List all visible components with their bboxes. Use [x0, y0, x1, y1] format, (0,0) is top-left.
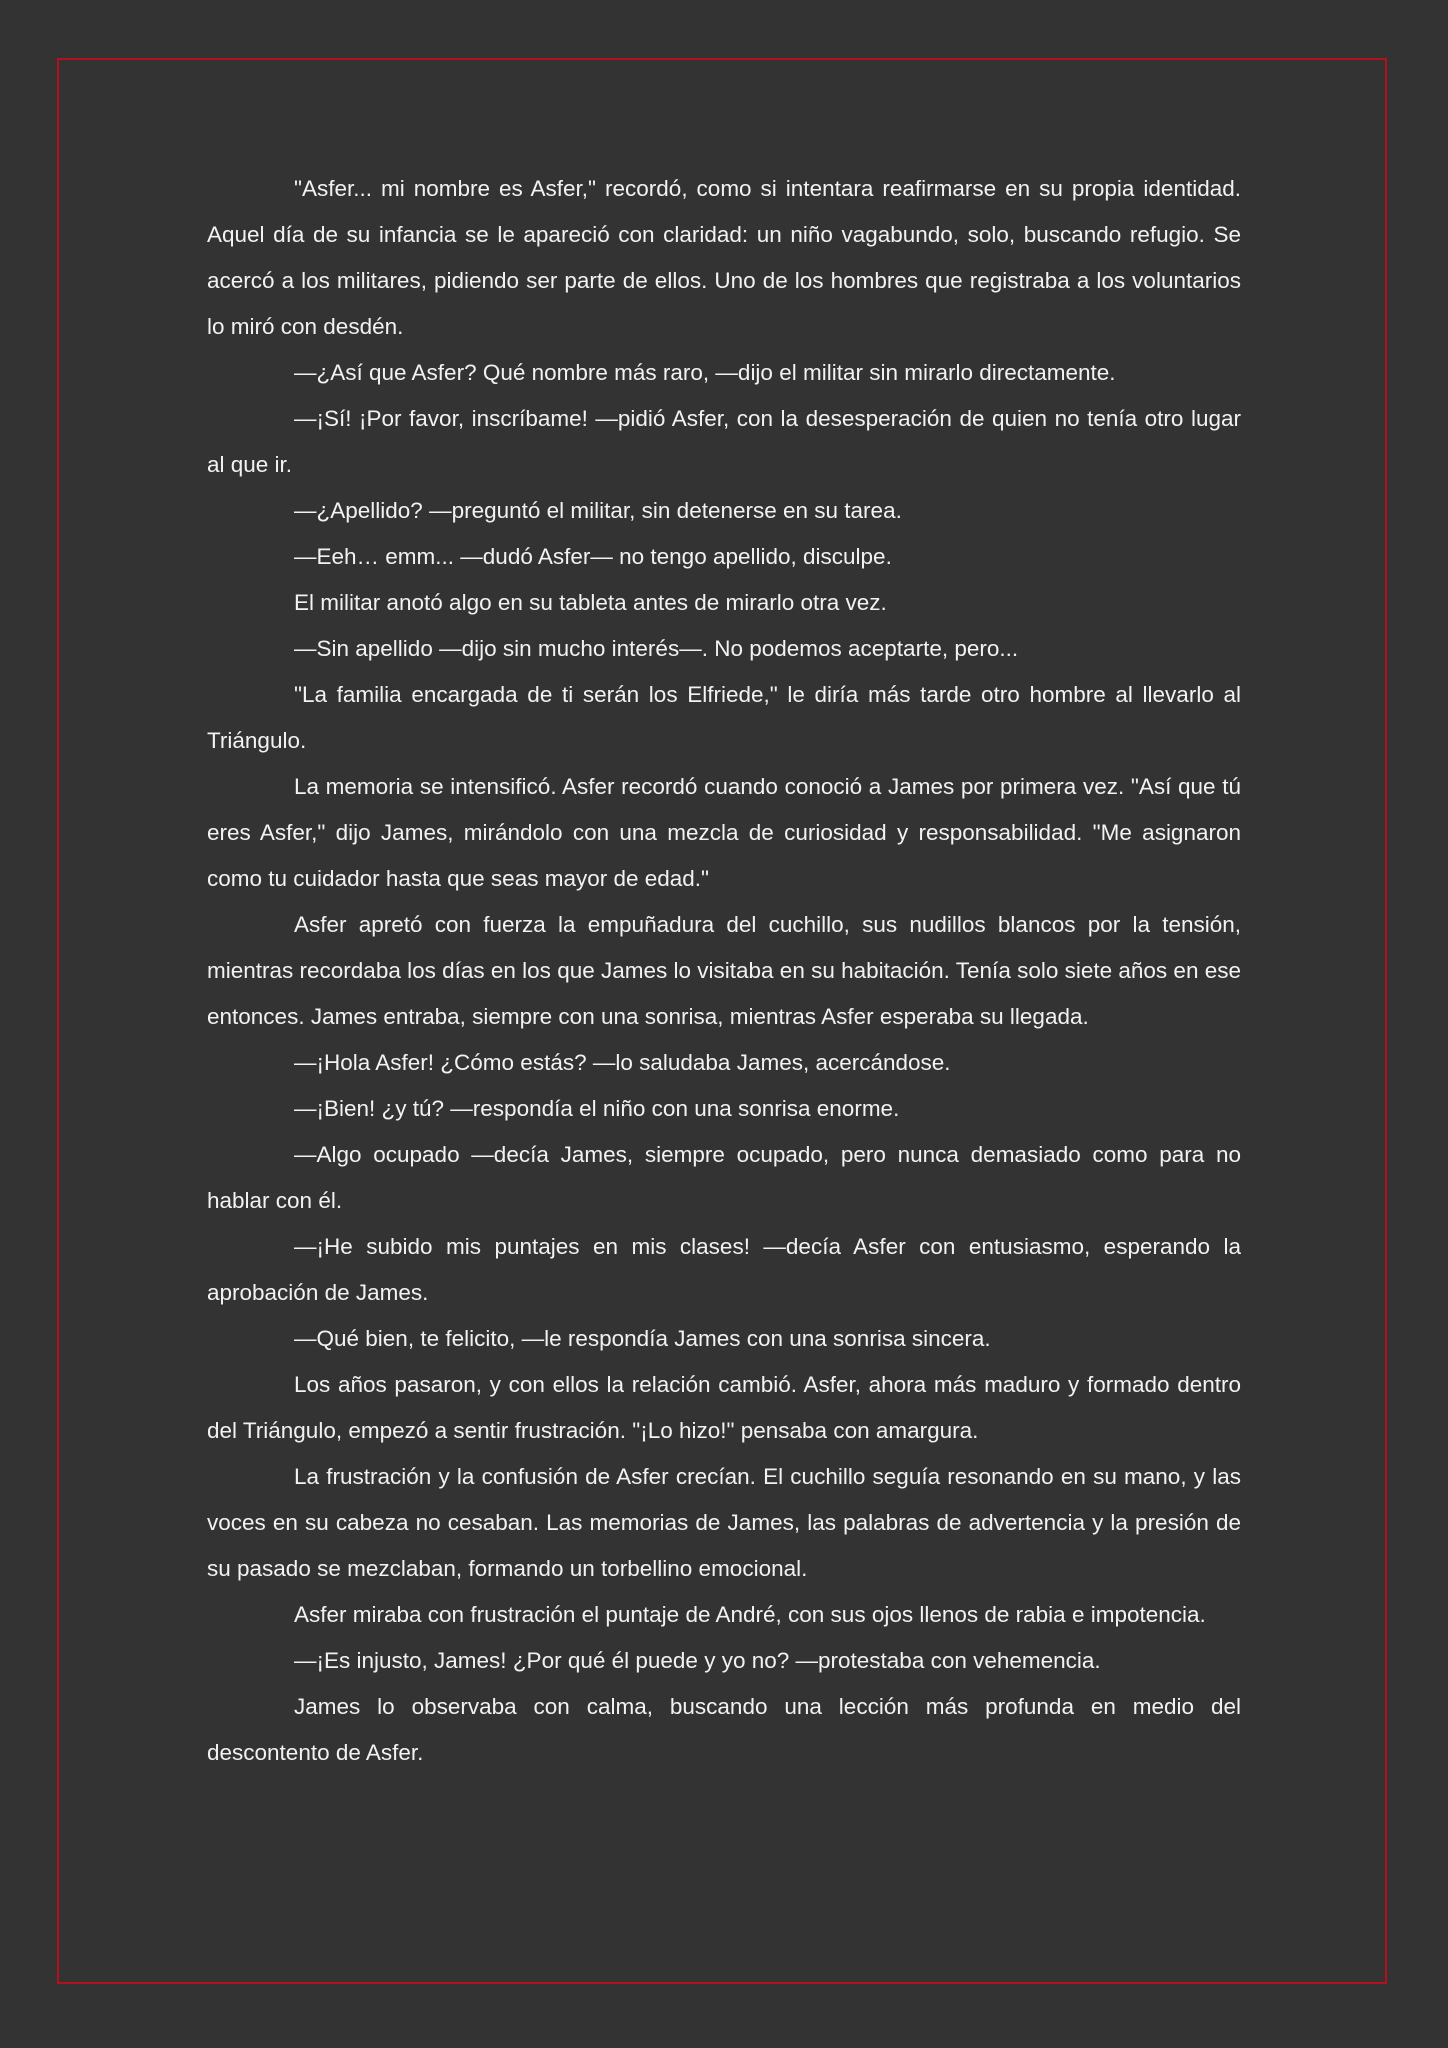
paragraph: Asfer miraba con frustración el puntaje de André, con sus ojos llenos de rabia e impotencia.: [294, 1602, 1206, 1627]
paragraph: "Asfer... mi nombre es Asfer," recordó, como si intentara reafirmarse en su propia identidad. Aquel día de su infancia se le apareció con claridad: un niño vagabundo, solo, buscando refugio. Se acercó a los militares, pidiendo ser parte de ellos. Uno de los hombres que registraba a los voluntarios lo miró con desdén.: [207, 176, 1241, 339]
paragraph: —¡Sí! ¡Por favor, inscríbame! —pidió Asfer, con la desesperación de quien no tenía otro lugar al que ir.: [207, 406, 1241, 477]
paragraph: —¿Apellido? —preguntó el militar, sin detenerse en su tarea.: [294, 498, 902, 523]
paragraph: —¡He subido mis puntajes en mis clases! —decía Asfer con entusiasmo, esperando la aprobación de James.: [207, 1234, 1241, 1305]
paragraph: —¡Bien! ¿y tú? —respondía el niño con una sonrisa enorme.: [294, 1096, 900, 1121]
paragraph: La frustración y la confusión de Asfer crecían. El cuchillo seguía resonando en su mano, y las voces en su cabeza no cesaban. Las memorias de James, las palabras de advertencia y la presión de su pasado se mezclaban, formando un torbellino emocional.: [207, 1464, 1241, 1581]
paragraph: —¡Es injusto, James! ¿Por qué él puede y yo no? —protestaba con vehemencia.: [294, 1648, 1101, 1673]
paragraph: —¿Así que Asfer? Qué nombre más raro, —dijo el militar sin mirarlo directamente.: [294, 360, 1116, 385]
paragraph: Los años pasaron, y con ellos la relación cambió. Asfer, ahora más maduro y formado dentro del Triángulo, empezó a sentir frustración. "¡Lo hizo!" pensaba con amargura.: [207, 1372, 1241, 1443]
paragraph: —¡Hola Asfer! ¿Cómo estás? —lo saludaba James, acercándose.: [294, 1050, 951, 1075]
paragraph: —Sin apellido —dijo sin mucho interés—. No podemos aceptarte, pero...: [294, 636, 1019, 661]
paragraph: —Eeh… emm... —dudó Asfer— no tengo apellido, disculpe.: [294, 544, 892, 569]
paragraph: —Algo ocupado —decía James, siempre ocupado, pero nunca demasiado como para no hablar con él.: [207, 1142, 1241, 1213]
paragraph: La memoria se intensificó. Asfer recordó cuando conoció a James por primera vez. "Así que tú eres Asfer," dijo James, mirándolo con una mezcla de curiosidad y responsabilidad. "Me asignaron como tu cuidador hasta que seas mayor de edad.": [207, 774, 1241, 891]
paragraph: —Qué bien, te felicito, —le respondía James con una sonrisa sincera.: [294, 1326, 991, 1351]
paragraph: "La familia encargada de ti serán los Elfriede," le diría más tarde otro hombre al llevarlo al Triángulo.: [207, 682, 1241, 753]
paragraph: El militar anotó algo en su tableta antes de mirarlo otra vez.: [294, 590, 887, 615]
paragraph: Asfer apretó con fuerza la empuñadura del cuchillo, sus nudillos blancos por la tensión, mientras recordaba los días en los que James lo visitaba en su habitación. Tenía solo siete años en ese entonces. James entraba, siempre con una sonrisa, mientras Asfer esperaba su llegada.: [207, 912, 1241, 1029]
text-body: [207, 166, 1241, 1776]
paragraph: James lo observaba con calma, buscando una lección más profunda en medio del descontento de Asfer.: [207, 1694, 1241, 1765]
